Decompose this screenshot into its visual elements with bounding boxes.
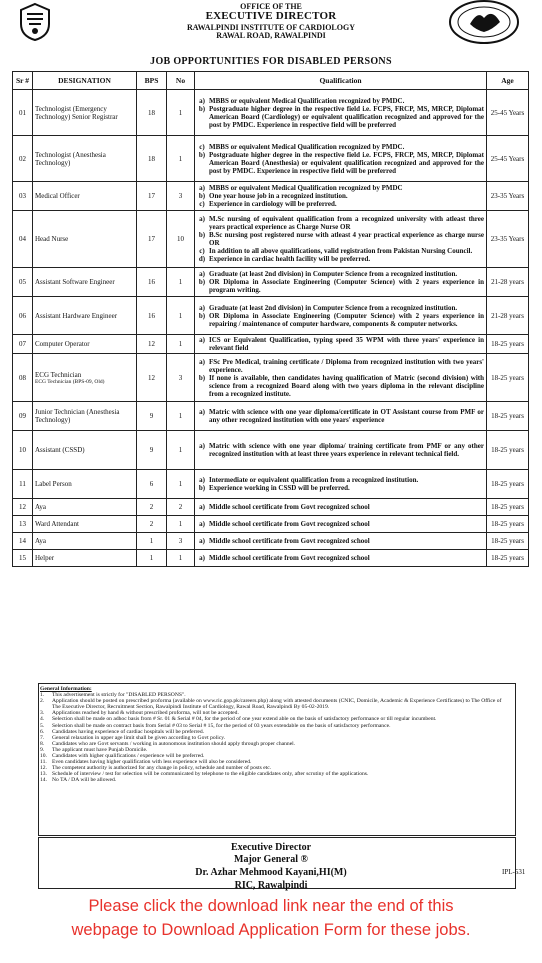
no-cell: 1 bbox=[167, 550, 195, 567]
table-row bbox=[13, 297, 529, 335]
age-cell: 18-25 years bbox=[487, 354, 529, 402]
qualification-key: b) bbox=[198, 373, 206, 382]
qualification-item bbox=[195, 442, 486, 458]
qualification-text: Postgraduate higher degree in the respective field i.e. FCPS, FRCP, MS, MRCP, Diplomat American Board (Cardiology) or equivalent qualification recognized and approved for the post by PMDC. Experience in respective field will be preferred bbox=[209, 104, 484, 129]
qualification-text: If none is available, then candidates having qualification of Matric (second division) with science from a recognized Board along with two years diploma in the relevant discipline from a recognized institute. bbox=[209, 373, 484, 398]
qualification-item bbox=[195, 312, 486, 328]
bps-cell: 17 bbox=[137, 182, 167, 211]
jobs-table-body bbox=[13, 90, 529, 567]
table-row bbox=[13, 335, 529, 354]
sr-cell: 06 bbox=[13, 297, 33, 335]
ad-heading: JOB OPPORTUNITIES FOR DISABLED PERSONS bbox=[150, 56, 392, 67]
designation-text: Assistant (CSSD) bbox=[35, 446, 85, 454]
qualification-cell bbox=[195, 533, 487, 550]
sr-cell: 08 bbox=[13, 354, 33, 402]
no-cell: 1 bbox=[167, 516, 195, 533]
age-cell: 18-25 years bbox=[487, 402, 529, 431]
col-sr-header: Sr # bbox=[13, 72, 33, 90]
designation-cell bbox=[33, 354, 137, 402]
table-row bbox=[13, 533, 529, 550]
designation-text: Label Person bbox=[35, 480, 72, 488]
general-info-number: 2. bbox=[40, 698, 45, 705]
sr-cell: 11 bbox=[13, 470, 33, 499]
qualification-text: Intermediate or equivalent qualification from a recognized institution. bbox=[209, 476, 419, 484]
designation-cell bbox=[33, 550, 137, 567]
designation-cell bbox=[33, 402, 137, 431]
qualification-key: a) bbox=[199, 336, 205, 344]
qualification-cell bbox=[195, 354, 487, 402]
qualification-item bbox=[195, 255, 486, 263]
qualification-text: FSc Pre Medical, training certificate / Diploma from recognized institution with two years' experience. bbox=[209, 357, 484, 374]
bps-cell: 16 bbox=[137, 268, 167, 297]
qualification-key: c) bbox=[199, 247, 205, 255]
designation-text: Aya bbox=[35, 503, 47, 511]
general-info-number: 9. bbox=[40, 746, 45, 753]
no-cell: 3 bbox=[167, 354, 195, 402]
qualification-item bbox=[195, 336, 486, 352]
bps-cell: 9 bbox=[137, 431, 167, 470]
qualification-text: Experience in cardiology will be preferred. bbox=[209, 200, 337, 208]
general-info-text: No TA / DA will be allowed. bbox=[52, 777, 117, 784]
bps-cell: 18 bbox=[137, 136, 167, 182]
jobs-table bbox=[12, 71, 529, 567]
qualification-cell bbox=[195, 182, 487, 211]
designation-cell bbox=[33, 516, 137, 533]
designation-cell bbox=[33, 431, 137, 470]
age-cell: 23-35 Years bbox=[487, 211, 529, 268]
qualification-key: a) bbox=[199, 503, 205, 511]
signature-rank: Major General ® bbox=[234, 854, 308, 865]
qualification-cell bbox=[195, 550, 487, 567]
designation-cell bbox=[33, 335, 137, 354]
general-info-text: Schedule of interview / test for selection will be communicated by telephone to the eligible candidates only, after scrutiny of the applications. bbox=[52, 771, 369, 778]
age-cell: 18-25 years bbox=[487, 335, 529, 354]
designation-cell bbox=[33, 268, 137, 297]
bps-cell: 1 bbox=[137, 533, 167, 550]
table-row bbox=[13, 550, 529, 567]
qualification-item bbox=[195, 374, 486, 398]
qualification-key: a) bbox=[199, 408, 205, 416]
bps-cell: 9 bbox=[137, 402, 167, 431]
general-info-number: 8. bbox=[40, 740, 45, 747]
qualification-text: MBBS or equivalent Medical Qualification recognized by PMDC. bbox=[209, 96, 405, 105]
general-info-number: 14. bbox=[40, 777, 47, 784]
age-cell: 18-25 years bbox=[487, 431, 529, 470]
designation-cell bbox=[33, 499, 137, 516]
qualification-item bbox=[195, 247, 486, 255]
qualification-item bbox=[195, 537, 486, 545]
qualification-text: Experience in cardiac health facility will be preferred. bbox=[209, 255, 371, 263]
table-row bbox=[13, 268, 529, 297]
qualification-text: Postgraduate higher degree in the respective field i.e. FCPS, FRCP, MS, MRCP, Diplomat American Board (Anesthesia) or equivalent qualification recognized and approved for the post by PMDC. Experience in respective field will be preferred bbox=[209, 150, 484, 175]
designation-cell bbox=[33, 470, 137, 499]
qualification-key: b) bbox=[198, 150, 206, 159]
qualification-cell bbox=[195, 297, 487, 335]
qualification-item bbox=[195, 408, 486, 424]
table-row bbox=[13, 90, 529, 136]
table-row bbox=[13, 354, 529, 402]
header-institute: RAWALPINDI INSTITUTE OF CARDIOLOGY bbox=[187, 23, 355, 32]
general-info-text: Candidates with higher qualifications / experience will be preferred. bbox=[52, 753, 205, 760]
general-info-number: 13. bbox=[40, 771, 47, 778]
designation-text: Technologist (Emergency Technology) Senior Registrar bbox=[35, 104, 118, 121]
age-cell: 25-45 Years bbox=[487, 90, 529, 136]
qualification-text: Middle school certificate from Govt recognized school bbox=[209, 503, 370, 511]
general-info-text: This advertisement is strictly for "DISABLED PERSONS". bbox=[52, 692, 186, 699]
general-info-text: Even candidates having higher qualification with less experience will also be considered. bbox=[52, 759, 252, 766]
qualification-text: Graduate (at least 2nd division) in Computer Science from a recognized institution. bbox=[209, 303, 458, 312]
signature-office: RIC, Rawalpindi bbox=[234, 880, 308, 891]
qualification-item bbox=[195, 143, 486, 151]
signature-role: Executive Director bbox=[230, 842, 312, 853]
qualification-cell bbox=[195, 402, 487, 431]
qualification-item bbox=[195, 278, 486, 294]
qualification-key: b) bbox=[198, 192, 206, 200]
qualification-text: One year house job in a recognized institution. bbox=[209, 192, 348, 200]
table-row bbox=[13, 516, 529, 533]
designation-text: Computer Operator bbox=[35, 340, 90, 348]
signature-name: Dr. Azhar Mehmood Kayani,HI(M) bbox=[195, 867, 347, 878]
qualification-text: Matric with science with one year diploma/ training certificate from PMF or any other recognized institution with at least three years experience in relevant technical field. bbox=[209, 442, 484, 458]
general-info-text: Selection shall be made on contract basis from Serial # 03 to Serial # 15, for the period of 03 years extendable on the basis of satisfactory performance. bbox=[52, 722, 391, 729]
general-info-item bbox=[40, 777, 510, 783]
table-row bbox=[13, 499, 529, 516]
designation-text: Technologist (Anesthesia Technology) bbox=[35, 150, 106, 167]
qualification-item bbox=[195, 520, 486, 528]
no-cell: 1 bbox=[167, 90, 195, 136]
no-cell: 1 bbox=[167, 335, 195, 354]
qualification-cell bbox=[195, 335, 487, 354]
age-cell: 18-25 years bbox=[487, 533, 529, 550]
general-info-number: 1. bbox=[40, 692, 45, 699]
designation-text: Assistant Hardware Engineer bbox=[35, 311, 118, 320]
sr-cell: 10 bbox=[13, 431, 33, 470]
download-notice bbox=[0, 894, 542, 942]
qualification-text: Middle school certificate from Govt recognized school bbox=[209, 520, 370, 528]
table-row bbox=[13, 470, 529, 499]
bps-cell: 12 bbox=[137, 354, 167, 402]
table-row bbox=[13, 431, 529, 470]
bps-cell: 18 bbox=[137, 90, 167, 136]
bps-cell: 17 bbox=[137, 211, 167, 268]
no-cell: 1 bbox=[167, 136, 195, 182]
no-cell: 10 bbox=[167, 211, 195, 268]
designation-cell bbox=[33, 533, 137, 550]
qualification-cell bbox=[195, 431, 487, 470]
table-row bbox=[13, 402, 529, 431]
qualification-item bbox=[195, 192, 486, 200]
table-row bbox=[13, 136, 529, 182]
no-cell: 3 bbox=[167, 182, 195, 211]
qualification-key: a) bbox=[199, 96, 205, 105]
general-info-number: 12. bbox=[40, 765, 47, 772]
general-info-text: The applicant must have Punjab Domicile. bbox=[52, 746, 148, 753]
qualification-text: MBBS or equivalent Medical Qualification recognized by PMDC bbox=[209, 184, 403, 192]
qualification-key: b) bbox=[198, 278, 206, 286]
no-cell: 3 bbox=[167, 533, 195, 550]
qualification-key: a) bbox=[199, 357, 205, 366]
age-cell: 21-28 years bbox=[487, 268, 529, 297]
age-cell: 25-45 Years bbox=[487, 136, 529, 182]
designation-text: Head Nurse bbox=[35, 235, 69, 243]
no-cell: 1 bbox=[167, 470, 195, 499]
qualification-item bbox=[195, 105, 486, 129]
qualification-item bbox=[195, 503, 486, 511]
age-cell: 18-25 years bbox=[487, 516, 529, 533]
qualification-key: a) bbox=[199, 442, 205, 450]
header-line-1: OFFICE OF THE bbox=[240, 2, 302, 11]
general-info-number: 10. bbox=[40, 753, 47, 760]
qualification-text: Middle school certificate from Govt recognized school bbox=[209, 554, 370, 562]
general-information bbox=[40, 686, 510, 784]
qualification-item bbox=[195, 184, 486, 192]
bps-cell: 1 bbox=[137, 550, 167, 567]
qualification-text: Matric with science with one year diploma/certificate in OT Assistant course from PMF or any other recognized institution with one years' experience bbox=[209, 408, 484, 424]
qualification-key: a) bbox=[199, 476, 205, 484]
qualification-key: a) bbox=[199, 537, 205, 545]
qualification-item bbox=[195, 151, 486, 175]
general-info-text: The competent authority is authorized for any change in policy, schedule and number of posts etc. bbox=[52, 765, 272, 772]
qualification-text: Experience working in CSSD will be preferred. bbox=[209, 484, 350, 492]
download-notice-line-1: Please click the download link near the end of this bbox=[88, 897, 454, 915]
designation-cell bbox=[33, 182, 137, 211]
qualification-key: d) bbox=[198, 255, 206, 263]
table-header-row bbox=[13, 72, 529, 90]
no-cell: 1 bbox=[167, 402, 195, 431]
general-info-text: Applications reached by hand & without prescribed proforma, will not be accepted. bbox=[52, 710, 239, 717]
qualification-text: In addition to all above qualifications, valid registration from Pakistan Nursing Council. bbox=[209, 247, 473, 255]
qualification-cell bbox=[195, 516, 487, 533]
designation-text: Ward Attendant bbox=[35, 520, 79, 528]
general-info-number: 11. bbox=[40, 759, 47, 766]
no-cell: 1 bbox=[167, 297, 195, 335]
qualification-cell bbox=[195, 136, 487, 182]
qualification-text: ICS or Equivalent Qualification, typing speed 35 WPM with three years' experience in relevant field bbox=[209, 336, 484, 352]
no-cell: 1 bbox=[167, 431, 195, 470]
qualification-text: OR Diploma in Associate Engineering (Computer Science) with 2 years experience in repairing / maintenance of computer hardware, components & computer networks. bbox=[209, 311, 484, 328]
qualification-key: b) bbox=[198, 231, 206, 239]
designation-text: Aya bbox=[35, 537, 47, 545]
general-info-number: 3. bbox=[40, 710, 45, 717]
qualification-key: a) bbox=[199, 520, 205, 528]
qualification-cell bbox=[195, 470, 487, 499]
sr-cell: 13 bbox=[13, 516, 33, 533]
sr-cell: 04 bbox=[13, 211, 33, 268]
col-designation-header: DESIGNATION bbox=[33, 72, 137, 90]
bps-cell: 12 bbox=[137, 335, 167, 354]
qualification-item bbox=[195, 270, 486, 278]
qualification-key: a) bbox=[199, 184, 205, 192]
sr-cell: 09 bbox=[13, 402, 33, 431]
qualification-text: B.Sc nursing post registered nurse with atleast 4 year practical experience as charge nurse OR bbox=[209, 231, 484, 247]
no-cell: 2 bbox=[167, 499, 195, 516]
col-age-header: Age bbox=[487, 72, 529, 90]
ric-seal-icon bbox=[448, 0, 520, 44]
qualification-item bbox=[195, 97, 486, 105]
general-info-text: Application should be posted on prescribed proforma (available on www.ric.gop.pk/careers.php) along with attested documents (CNIC, Domicile, Academic & Experience Certificates) to The Office of The Executive Director, Recruitment Section, Rawalpindi Institute of Cardiology, Rawal Road, Rawalpindi By 05-02-2019. bbox=[52, 698, 502, 711]
designation-text: Helper bbox=[35, 554, 55, 562]
general-info-number: 7. bbox=[40, 734, 45, 741]
general-info-text: Candidates who are Govt servants / working in autonomous institution should apply through proper channel. bbox=[52, 740, 296, 747]
qualification-key: b) bbox=[198, 104, 206, 113]
general-info-text: Selection shall be made on adhoc basis from # Sr. 01 & Serial # 04, for the period of one year extend able on the basis of satisfactory performance or till regular incumbent. bbox=[52, 716, 437, 723]
designation-cell bbox=[33, 136, 137, 182]
header-title: EXECUTIVE DIRECTOR bbox=[205, 10, 337, 22]
age-cell: 18-25 years bbox=[487, 470, 529, 499]
bps-cell: 16 bbox=[137, 297, 167, 335]
qualification-key: b) bbox=[198, 311, 206, 320]
qualification-text: Middle school certificate from Govt recognized school bbox=[209, 537, 370, 545]
table-row bbox=[13, 211, 529, 268]
header-address: RAWAL ROAD, RAWALPINDI bbox=[216, 31, 326, 40]
designation-text: ECG Technician bbox=[35, 370, 82, 379]
general-info-number: 6. bbox=[40, 728, 45, 735]
age-cell: 21-28 years bbox=[487, 297, 529, 335]
qualification-cell bbox=[195, 90, 487, 136]
download-notice-line-2: webpage to Download Application Form for these jobs. bbox=[71, 921, 471, 939]
bps-cell: 2 bbox=[137, 516, 167, 533]
designation-subtext: ECG Technician (BPS-09, Old) bbox=[35, 378, 105, 385]
bps-cell: 6 bbox=[137, 470, 167, 499]
qualification-item bbox=[195, 304, 486, 312]
general-info-title: General Information: bbox=[40, 686, 92, 692]
qualification-key: a) bbox=[199, 270, 205, 278]
col-no-header: No bbox=[167, 72, 195, 90]
designation-cell bbox=[33, 297, 137, 335]
qualification-cell bbox=[195, 268, 487, 297]
general-info-text: General relaxation in upper age limit shall be given according to Govt policy. bbox=[52, 734, 226, 741]
table-row bbox=[13, 182, 529, 211]
qualification-text: MBBS or equivalent Medical Qualification recognized by PMDC. bbox=[209, 142, 405, 151]
qualification-text: Graduate (at least 2nd division) in Computer Science from a recognized institution. bbox=[209, 270, 458, 278]
general-info-text: Candidates having experience of cardiac hospitals will be preferred. bbox=[52, 728, 205, 735]
age-cell: 23-35 Years bbox=[487, 182, 529, 211]
sr-cell: 02 bbox=[13, 136, 33, 182]
age-cell: 18-25 years bbox=[487, 550, 529, 567]
sr-cell: 01 bbox=[13, 90, 33, 136]
sr-cell: 12 bbox=[13, 499, 33, 516]
qualification-key: a) bbox=[199, 554, 205, 562]
qualification-item bbox=[195, 358, 486, 374]
qualification-item bbox=[195, 554, 486, 562]
qualification-item bbox=[195, 231, 486, 247]
qualification-key: a) bbox=[199, 303, 205, 312]
qualification-item bbox=[195, 476, 486, 484]
sr-cell: 15 bbox=[13, 550, 33, 567]
qualification-item bbox=[195, 215, 486, 231]
designation-cell bbox=[33, 90, 137, 136]
col-qualification-header: Qualification bbox=[195, 72, 487, 90]
sr-cell: 03 bbox=[13, 182, 33, 211]
designation-text: Medical Officer bbox=[35, 192, 80, 200]
qualification-key: c) bbox=[199, 142, 205, 151]
designation-text: Junior Technician (Anesthesia Technology) bbox=[35, 408, 120, 424]
qualification-key: c) bbox=[199, 200, 205, 208]
qualification-item bbox=[195, 200, 486, 208]
col-bps-header: BPS bbox=[137, 72, 167, 90]
qualification-text: OR Diploma in Associate Engineering (Computer Science) with 2 years experience in program writing. bbox=[209, 278, 484, 294]
qualification-item bbox=[195, 484, 486, 492]
designation-cell bbox=[33, 211, 137, 268]
general-info-number: 5. bbox=[40, 722, 45, 729]
age-cell: 18-25 years bbox=[487, 499, 529, 516]
qualification-cell bbox=[195, 211, 487, 268]
qualification-key: a) bbox=[199, 215, 205, 223]
general-info-item bbox=[40, 698, 510, 710]
no-cell: 1 bbox=[167, 268, 195, 297]
ad-code: IPL-531 bbox=[502, 868, 526, 876]
designation-text: Assistant Software Engineer bbox=[35, 278, 115, 286]
sr-cell: 14 bbox=[13, 533, 33, 550]
general-info-number: 4. bbox=[40, 716, 45, 723]
ad-header bbox=[0, 0, 542, 67]
qualification-key: b) bbox=[198, 484, 206, 492]
bps-cell: 2 bbox=[137, 499, 167, 516]
sr-cell: 05 bbox=[13, 268, 33, 297]
qualification-cell bbox=[195, 499, 487, 516]
qualification-text: M.Sc nursing of equivalent qualification from a recognized university with atleast three years practical experience as Charge Nurse OR bbox=[209, 215, 484, 231]
sr-cell: 07 bbox=[13, 335, 33, 354]
